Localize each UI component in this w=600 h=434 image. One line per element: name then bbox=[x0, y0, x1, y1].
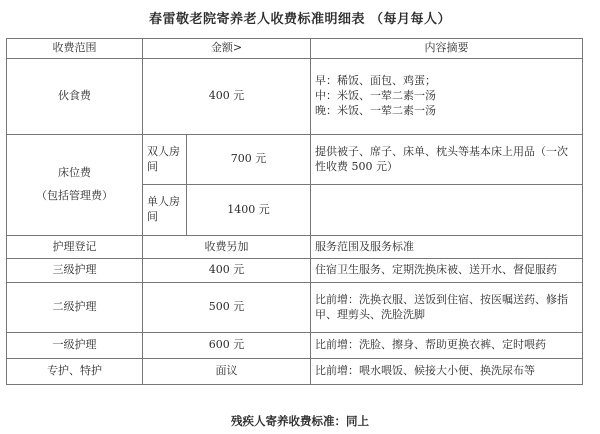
footer-note: 残疾人寄养收费标准：同上 bbox=[231, 414, 369, 428]
care3-summary: 住宿卫生服务、定期洗换床被、送开水、督促服药 bbox=[311, 259, 583, 283]
table-row bbox=[7, 283, 583, 333]
bed-scope-line1: 床位费 bbox=[58, 166, 91, 180]
special-amount: 面议 bbox=[143, 359, 311, 385]
table-row bbox=[7, 333, 583, 359]
single-room-amount: 1400 元 bbox=[187, 185, 311, 236]
care1-scope: 一级护理 bbox=[7, 333, 143, 359]
care2-summary-text: 比前增：洗换衣服、送饭到住宿、按医嘱送药、修指甲、理剪头、洗脸洗脚 bbox=[315, 292, 568, 321]
food-scope: 伙食费 bbox=[7, 59, 143, 135]
care-register-amount: 收费另加 bbox=[143, 236, 311, 259]
single-room-summary bbox=[311, 185, 583, 236]
care1-amount: 600 元 bbox=[143, 333, 311, 359]
document-title: 春雷敬老院寄养老人收费标准明细表 （每月每人） bbox=[148, 12, 452, 27]
bed-scope bbox=[7, 135, 143, 236]
care3-amount: 400 元 bbox=[143, 259, 311, 283]
bed-summary-text: 提供被子、席子、床单、枕头等基本床上用品（一次性收费 500 元） bbox=[315, 144, 568, 173]
care3-scope: 三级护理 bbox=[7, 259, 143, 283]
food-line-lunch: 中：米饭、一荤二素一汤 bbox=[315, 89, 436, 103]
header-summary: 内容摘要 bbox=[311, 39, 583, 59]
fee-table bbox=[6, 38, 583, 385]
care-register-summary: 服务范围及服务标准 bbox=[311, 236, 583, 259]
care1-summary: 比前增：洗脸、擦身、帮助更换衣裤、定时喂药 bbox=[311, 333, 583, 359]
single-room-label: 单人房间 bbox=[143, 185, 187, 236]
food-summary bbox=[311, 59, 583, 135]
care2-summary bbox=[311, 283, 583, 333]
table-row bbox=[7, 59, 583, 135]
header-amount: 金额> bbox=[143, 39, 311, 59]
food-amount: 400 元 bbox=[143, 59, 311, 135]
care2-amount: 500 元 bbox=[143, 283, 311, 333]
bed-summary bbox=[311, 135, 583, 185]
special-summary: 比前增：喂水喂饭、候接大小便、换洗尿布等 bbox=[311, 359, 583, 385]
table-row bbox=[7, 359, 583, 385]
bed-scope-line2: （包括管理费） bbox=[36, 189, 113, 202]
care-register-scope: 护理登记 bbox=[7, 236, 143, 259]
double-room-amount: 700 元 bbox=[187, 135, 311, 185]
care2-scope: 二级护理 bbox=[7, 283, 143, 333]
table-header-row bbox=[7, 39, 583, 59]
table-row bbox=[7, 135, 583, 185]
food-line-dinner: 晚：米饭、一荤二素一汤 bbox=[315, 103, 436, 117]
double-room-label: 双人房间 bbox=[143, 135, 187, 185]
food-line-breakfast: 早：稀饭、面包、鸡蛋； bbox=[315, 74, 436, 88]
table-row bbox=[7, 236, 583, 259]
special-scope: 专护、特护 bbox=[7, 359, 143, 385]
header-scope: 收费范围 bbox=[7, 39, 143, 59]
table-row bbox=[7, 259, 583, 283]
